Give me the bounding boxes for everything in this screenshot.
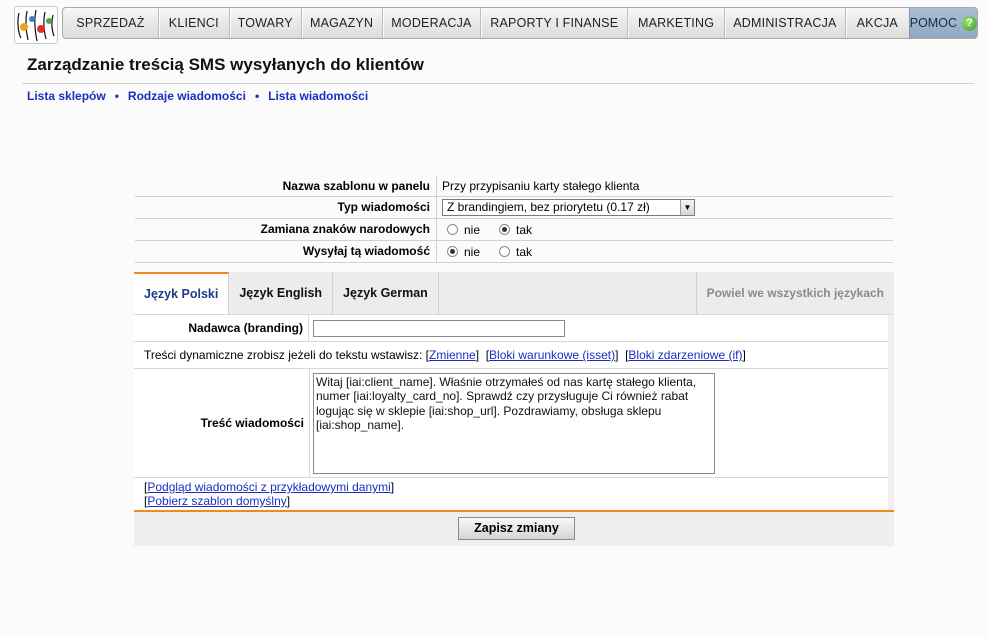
question-icon: ? [962,16,977,31]
repeat-all-languages-button[interactable]: Powiel we wszystkich językach [696,272,894,314]
tab-english[interactable]: Język English [229,272,333,314]
tab-german[interactable]: Język German [333,272,439,314]
send-message-label: Wysyłaj tą wiadomość [135,241,437,262]
link-message-list[interactable]: Lista wiadomości [268,89,369,103]
nav-item-magazyn[interactable]: MAGAZYN [301,8,382,38]
dynamic-intro-text: Treści dynamiczne zrobisz jeżeli do tekstu wstawisz: [144,348,423,362]
language-tabs [134,272,894,315]
message-row [134,369,888,478]
sender-row [134,315,888,342]
nav-item-klienci[interactable]: KLIENCI [158,8,229,38]
link-event-blocks[interactable]: Bloki zdarzeniowe (if) [628,348,743,362]
chevron-down-icon: ▼ [680,200,694,215]
page-title: Zarządzanie treścią SMS wysyłanych do klientów [27,55,424,74]
link-message-types[interactable]: Rodzaje wiadomości [127,89,246,103]
link-variables[interactable]: Zmienne [429,348,476,362]
template-name-label: Nazwa szablonu w panelu [135,176,437,196]
national-chars-no-radio[interactable] [447,224,458,235]
save-button[interactable]: Zapisz zmiany [458,517,575,540]
template-name-value: Przy przypisaniu karty stałego klienta [442,179,640,193]
settings-form [135,176,893,263]
nav-item-help[interactable] [909,8,977,38]
form-row-national-chars [135,219,893,241]
tab-polish[interactable]: Język Polski [134,272,229,314]
language-panel [134,272,894,546]
nav-item-towary[interactable]: TOWARY [229,8,301,38]
send-no-label: nie [464,244,481,259]
title-divider [22,83,974,84]
form-row-send [135,241,893,263]
help-label: POMOC [909,16,957,30]
national-chars-yes-radio[interactable] [499,224,510,235]
nav-item-administracja[interactable]: ADMINISTRACJA [724,8,845,38]
national-chars-no-label: nie [464,222,481,237]
link-conditional-blocks[interactable]: Bloki warunkowe (isset) [489,348,616,362]
nav-item-marketing[interactable]: MARKETING [627,8,724,38]
national-chars-label: Zamiana znaków narodowych [135,219,437,240]
nav-item-raporty[interactable]: RAPORTY I FINANSE [480,8,627,38]
national-chars-yes-label: tak [516,222,533,237]
sender-label: Nadawca (branding) [134,315,309,341]
form-row-type [135,197,893,219]
link-preview-message[interactable]: Podgląd wiadomości z przykładowymi danymi [147,480,391,494]
message-type-label: Typ wiadomości [135,197,437,218]
tab-content [134,315,888,510]
message-textarea[interactable]: Witaj [iai:client_name]. Właśnie otrzymałeś od nas kartę stałego klienta, numer [iai:loyalty_card_no]. Sprawdź czy przysługuje Ci również rabat logując się w sklepie [iai:shop_url]. Pozdrawiamy, obsługa sklepu [iai:shop_name]. [313,373,715,474]
dynamic-content-row: Treści dynamiczne zrobisz jeżeli do tekstu wstawisz: [ Zmienne ] [ Bloki warunkowe (isset) ] [ Bloki zdarzeniowe (if) ] [134,342,888,369]
sender-input[interactable] [313,320,565,337]
nav-item-sprzedaz[interactable]: SPRZEDAŻ [76,16,145,30]
message-label: Treść wiadomości [134,369,310,477]
main-nav [62,7,978,39]
send-yes-radio[interactable] [499,246,510,257]
nav-item-akcja[interactable]: AKCJA [845,8,909,38]
message-type-value: Z brandingiem, bez priorytetu (0.17 zł) [447,200,650,214]
save-bar [134,510,894,548]
nav-item-moderacja[interactable]: MODERACJA [382,8,481,38]
breadcrumb [27,89,368,103]
send-no-radio[interactable] [447,246,458,257]
tab-spacer [439,272,696,314]
app-logo[interactable] [14,6,58,44]
link-shop-list[interactable]: Lista sklepów [27,89,106,103]
template-links: [Podgląd wiadomości z przykładowymi danymi] [Pobierz szablon domyślny] [144,480,395,508]
link-default-template[interactable]: Pobierz szablon domyślny [147,494,287,508]
send-yes-label: tak [516,244,533,259]
bullet-separator: • [114,89,119,103]
message-type-select[interactable] [442,199,695,216]
bullet-separator: • [254,89,260,103]
form-row-template-name [135,176,893,197]
